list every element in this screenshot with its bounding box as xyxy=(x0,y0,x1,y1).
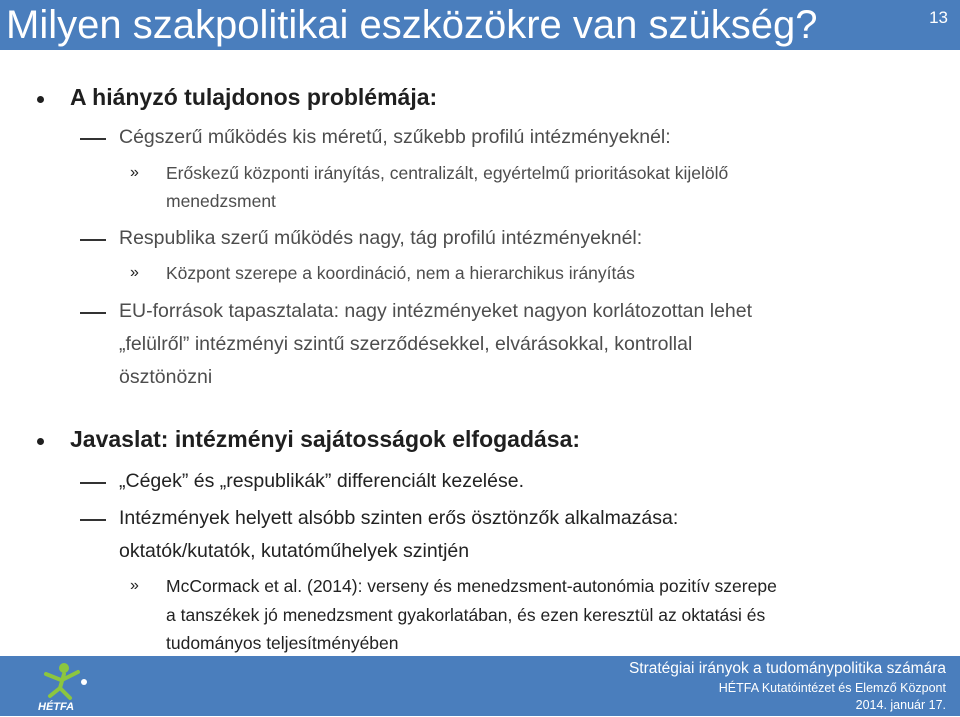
dash-marker xyxy=(80,312,106,314)
sub-sub-item-2: Központ szerepe a koordináció, nem a hierarchikus irányítás xyxy=(166,263,635,283)
raquo-marker: » xyxy=(130,164,139,181)
dancing-figure-icon xyxy=(34,660,104,712)
sub-sub-item-3-line2: a tanszékek jó menedzsment gyakorlatában, és ezen keresztül az oktatási és xyxy=(166,605,766,625)
sub-sub-item-3-line1: McCormack et al. (2014): verseny és menedzsment-autonómia pozitív szerepe xyxy=(166,576,777,596)
footer-date: 2014. január 17. xyxy=(855,698,946,712)
sub-item-4: „Cégek” és „respublikák” differenciált kezelése. xyxy=(119,470,524,492)
sub-item-5-line2: oktatók/kutatók, kutatóműhelyek szintjén xyxy=(119,540,470,562)
sub-item-5-line1: Intézmények helyett alsóbb szinten erős ösztönzők alkalmazása: xyxy=(119,507,679,529)
sub-sub-item-1-line1: Erőskezű központi irányítás, centralizált, egyértelmű prioritásokat kijelölő xyxy=(166,163,729,183)
dash-marker xyxy=(80,482,106,484)
bullet-dot xyxy=(37,438,44,445)
logo-text: HÉTFA xyxy=(38,701,75,712)
sub-sub-item-1-line2: menedzsment xyxy=(166,191,276,211)
slide-title: Milyen szakpolitikai eszközökre van szükség? xyxy=(6,3,818,47)
slide-number: 13 xyxy=(929,8,948,27)
bullet-heading-1: A hiányzó tulajdonos problémája: xyxy=(70,84,438,110)
raquo-marker: » xyxy=(130,577,139,594)
bullet-heading-2: Javaslat: intézményi sajátosságok elfogadása: xyxy=(70,426,581,452)
hetfa-logo xyxy=(34,660,104,712)
dash-marker xyxy=(80,519,106,521)
footer-title: Stratégiai irányok a tudománypolitika számára xyxy=(628,660,946,677)
sub-item-3-line3: ösztönözni xyxy=(119,366,213,388)
sub-sub-item-3-line3: tudományos teljesítményében xyxy=(166,633,399,653)
sub-item-3-line2: „felülről” intézményi szintű szerződésekkel, elvárásokkal, kontrollal xyxy=(119,333,693,355)
footer-org: HÉTFA Kutatóintézet és Elemző Központ xyxy=(718,681,946,695)
sub-item-3-line1: EU-források tapasztalata: nagy intézményeket nagyon korlátozottan lehet xyxy=(119,300,753,322)
sub-item-2: Respublika szerű működés nagy, tág profilú intézményeknél: xyxy=(119,227,643,249)
raquo-marker: » xyxy=(130,264,139,281)
sub-item-1: Cégszerű működés kis méretű, szűkebb profilú intézményeknél: xyxy=(119,126,671,148)
dash-marker xyxy=(80,239,106,241)
dash-marker xyxy=(80,138,106,140)
bullet-dot xyxy=(37,96,44,103)
